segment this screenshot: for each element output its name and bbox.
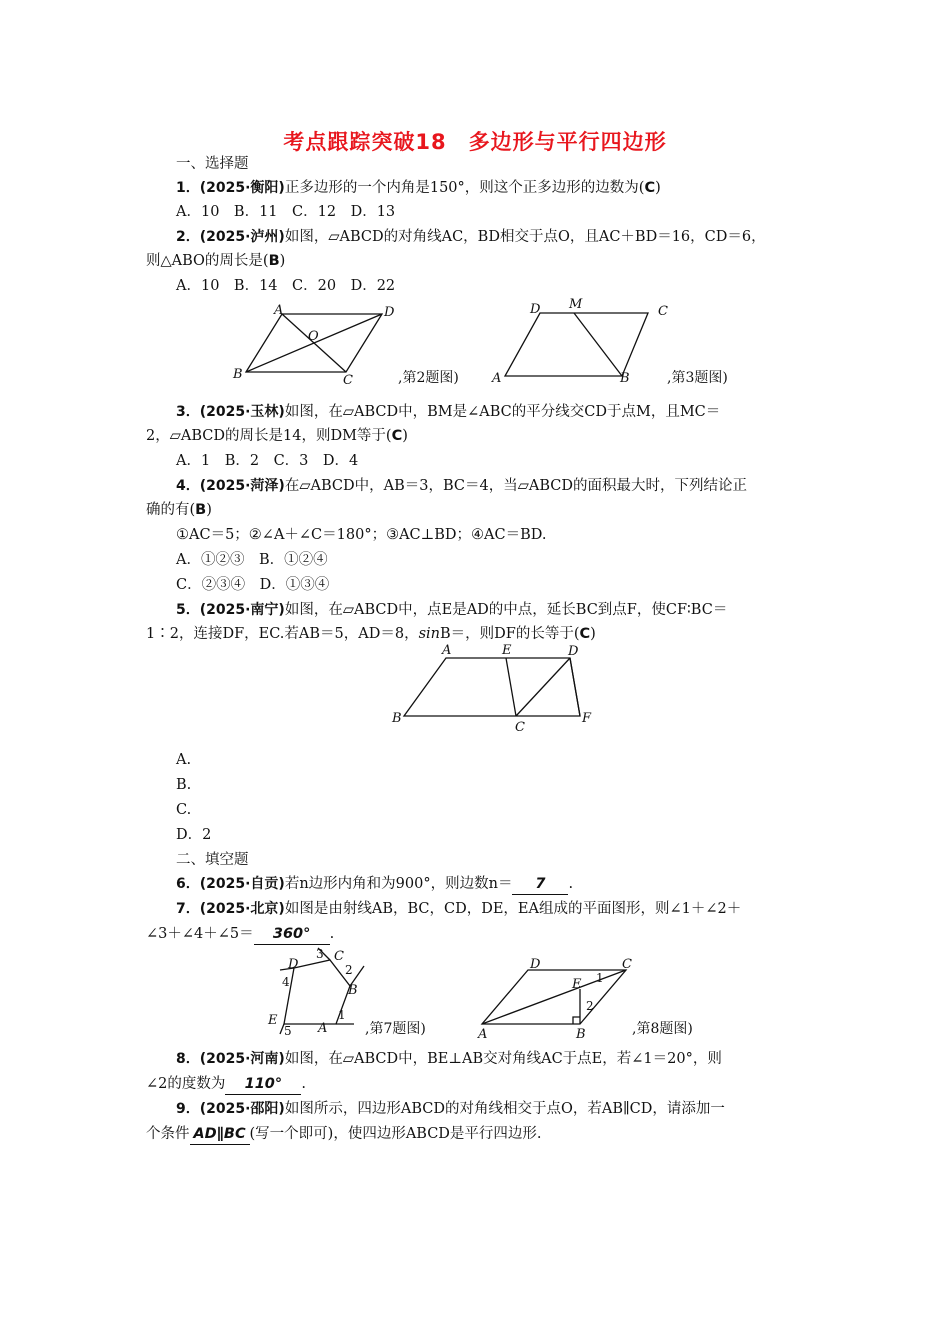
caption-figure-2: ,第2题图) (398, 370, 459, 386)
q4-text-1: 在▱ABCD中，AB＝3，BC＝4，当▱ABCD的面积最大时，下列结论正 (284, 478, 747, 494)
q8-number: 8． (176, 1051, 200, 1067)
f5-label-e: E (502, 643, 512, 658)
q1-answer: C (644, 180, 656, 196)
section-choice: 一、选择题 (176, 156, 249, 172)
f5-label-b: B (392, 711, 402, 726)
f8-right-angle-mark (573, 1017, 580, 1024)
q4-answer: B (195, 502, 207, 518)
f2-label-o: O (308, 329, 319, 344)
q5-number: 5． (176, 602, 200, 618)
q1-options: A．10 B．11 C．12 D．13 (176, 204, 396, 220)
q9-text-2b: (写一个即可)，使四边形ABCD是平行四边形. (249, 1126, 542, 1142)
q6-number: 6． (176, 876, 200, 892)
q1-close: ) (655, 180, 661, 196)
q2-text-1: 如图，▱ABCD的对角线AC，BD相交于点O，且AC＋BD＝16，CD＝6， (284, 229, 766, 245)
f7-label-e: E (268, 1013, 278, 1028)
f8-angle-2: 2 (586, 999, 594, 1013)
question-3 (176, 402, 720, 422)
q3-answer: C (391, 428, 403, 444)
q2-number: 2． (176, 229, 200, 245)
question-6 (176, 874, 573, 895)
question-9 (176, 1099, 725, 1119)
f2-label-d: D (384, 305, 395, 320)
f8-label-e: E (572, 977, 582, 992)
q4-number: 4． (176, 478, 200, 494)
q6-answer-blank: 7 (512, 874, 568, 895)
f8-label-c: C (622, 957, 632, 972)
q5-option-a: A. (176, 752, 192, 768)
q9-line-2 (146, 1124, 542, 1145)
f2-label-a: A (274, 303, 284, 318)
f7-label-c: C (334, 949, 344, 964)
q2-answer: B (268, 253, 280, 269)
f5-parallelogram-with-f (404, 658, 580, 716)
question-1 (176, 178, 661, 198)
f7-angle-3: 3 (316, 947, 324, 961)
q8-answer-blank: 110° (225, 1074, 301, 1095)
q9-text-2a: 个条件 (146, 1126, 190, 1142)
figure-8 (474, 952, 644, 1044)
q2-close: ) (279, 253, 286, 269)
figure-2 (228, 300, 398, 388)
q5-close: ) (590, 626, 596, 642)
f8-label-b: B (576, 1027, 586, 1042)
q5-option-b: B. (176, 777, 192, 793)
f2-label-c: C (343, 373, 353, 388)
q3-number: 3． (176, 404, 200, 420)
q5-answer: C (579, 626, 591, 642)
f3-parallelogram (505, 313, 648, 376)
f8-angle-1: 1 (596, 971, 604, 985)
q7-end: . (329, 926, 335, 942)
q4-close: ) (206, 502, 212, 518)
question-8 (176, 1049, 722, 1069)
figure-7 (262, 946, 372, 1036)
f3-bisector-bm (574, 313, 622, 376)
q4-text-2: 确的有( (146, 502, 196, 518)
f3-label-a: A (492, 371, 502, 386)
q3-line-2 (146, 426, 408, 446)
f7-label-a: A (318, 1021, 328, 1036)
q2-options: A．10 B．14 C．20 D．22 (176, 278, 396, 294)
q8-text-2: ∠2的度数为 (146, 1076, 226, 1092)
q5-text-2a: 1∶2，连接DF，EC.若AB＝5，AD＝8， (146, 626, 419, 642)
caption-figure-3: ,第3题图) (667, 370, 728, 386)
f5-label-d: D (568, 644, 579, 659)
q4-options-2: C．②③④ D．①③④ (176, 577, 330, 593)
q8-line-2 (146, 1074, 306, 1095)
f7-label-b: B (348, 983, 358, 998)
f5-label-f: F (582, 711, 592, 726)
q8-text-1: 如图，在▱ABCD中，BE⊥AB交对角线AC于点E，若∠1＝20°，则 (284, 1051, 722, 1067)
caption-figure-8: ,第8题图) (632, 1021, 693, 1037)
q5-sin: sin (418, 626, 441, 642)
f8-diagonal-ac (482, 970, 626, 1024)
f7-angle-4: 4 (282, 975, 290, 989)
q5-text-2b: B＝，则DF的长等于( (440, 626, 580, 642)
q7-source: (2025·北京) (199, 901, 285, 917)
q5-line-2 (146, 624, 596, 644)
q7-text-1: 如图是由射线AB，BC，CD，DE，EA组成的平面图形，则∠1＋∠2＋ (284, 901, 742, 917)
f7-angle-2: 2 (345, 963, 353, 977)
f5-label-a: A (442, 643, 452, 658)
q5-source: (2025·南宁) (199, 602, 285, 618)
f2-label-b: B (233, 367, 243, 382)
q6-source: (2025·自贡) (199, 876, 285, 892)
q2-text-2: 则△ABO的周长是( (146, 253, 269, 269)
f7-label-d: D (288, 957, 299, 972)
q7-answer-blank: 360° (254, 924, 330, 945)
q3-options: A．1 B．2 C．3 D．4 (176, 453, 359, 469)
question-5 (176, 600, 727, 620)
q7-text-2: ∠3＋∠4＋∠5＝ (146, 926, 254, 942)
caption-figure-7: ,第7题图) (365, 1021, 426, 1037)
page-title: 考点跟踪突破18 多边形与平行四边形 (283, 130, 667, 154)
f3-label-m: M (569, 297, 583, 312)
q9-number: 9． (176, 1101, 200, 1117)
f7-angle-5: 5 (284, 1024, 292, 1038)
question-2 (176, 227, 766, 247)
f3-label-b: B (620, 371, 630, 386)
f3-label-d: D (530, 302, 541, 317)
q1-source: (2025·衡阳) (199, 180, 285, 196)
f8-label-a: A (478, 1027, 488, 1042)
q8-end: . (301, 1076, 306, 1092)
q9-source: (2025·邵阳) (199, 1101, 285, 1117)
q3-source: (2025·玉林) (199, 404, 285, 420)
figure-3 (490, 296, 670, 386)
q4-source: (2025·菏泽) (199, 478, 285, 494)
f5-segment-ec (506, 658, 516, 716)
q7-number: 7． (176, 901, 200, 917)
q1-text: 正多边形的一个内角是150°，则这个正多边形的边数为( (284, 180, 645, 196)
f5-segment-df (570, 658, 580, 716)
q8-source: (2025·河南) (199, 1051, 285, 1067)
q5-option-c: C. (176, 802, 192, 818)
section-fill: 二、填空题 (176, 852, 249, 868)
q2-line-2 (146, 251, 285, 271)
f7-angle-1: 1 (338, 1008, 346, 1022)
q3-text-2: 2，▱ABCD的周长是14，则DM等于( (146, 428, 392, 444)
q1-number: 1． (176, 180, 200, 196)
f8-label-d: D (530, 957, 541, 972)
q2-source: (2025·泸州) (199, 229, 285, 245)
q7-line-2 (146, 924, 334, 945)
question-7 (176, 899, 741, 919)
q5-text-1: 如图，在▱ABCD中，点E是AD的中点，延长BC到点F，使CF∶BC＝ (284, 602, 728, 618)
f3-label-c: C (658, 304, 668, 319)
f5-segment-dc (516, 658, 570, 716)
q6-end: . (568, 876, 574, 892)
q6-text: 若n边形内角和为900°，则边数n＝ (284, 876, 513, 892)
q3-close: ) (402, 428, 408, 444)
q5-option-d: D．2 (176, 827, 212, 843)
q9-answer-blank: AD∥BC (190, 1124, 250, 1145)
figure-5 (388, 644, 598, 736)
q3-text-1: 如图，在▱ABCD中，BM是∠ABC的平分线交CD于点M，且MC＝ (284, 404, 721, 420)
question-4 (176, 476, 747, 496)
q4-options-1: A．①②③ B．①②④ (176, 552, 328, 568)
q9-text-1: 如图所示，四边形ABCD的对角线相交于点O，若AB∥CD，请添加一 (284, 1101, 725, 1117)
q4-line-2 (146, 500, 212, 520)
f5-label-c: C (515, 720, 525, 735)
q4-conditions: ①AC＝5；②∠A＋∠C＝180°；③AC⊥BD；④AC＝BD. (176, 527, 547, 543)
